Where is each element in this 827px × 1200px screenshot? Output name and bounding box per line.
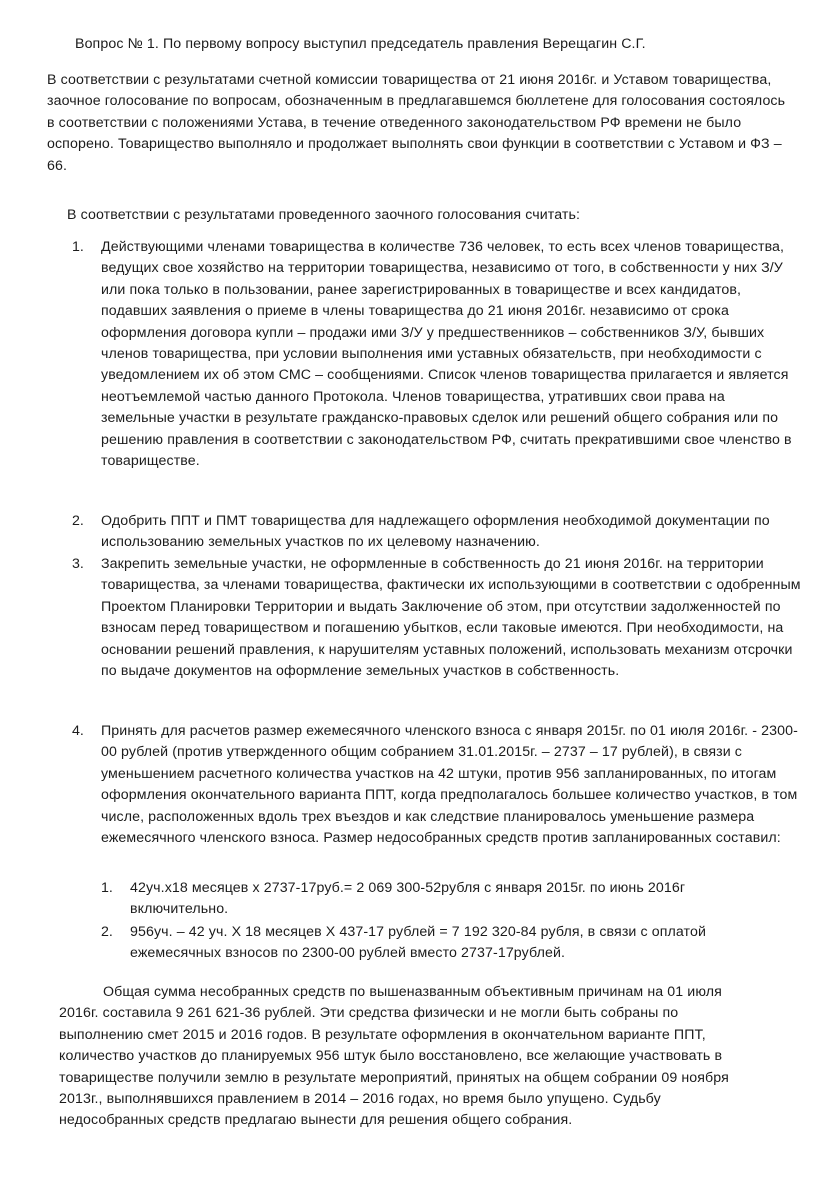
list-item-text: Принять для расчетов размер ежемесячного членского взноса с января 2015г. по 01 июля 2016г. - 2300-00 рублей (против утвержденного общим собранием 31.01.2015г. – 2737 – 17 рублей), в связи с уменьшением расчетного количества участков на 42 штуки, против 956 запланированных, по итогам оформления окончательного варианта ППТ, когда предполагалось большее количество участков, в том числе, расположенных вдоль трех въездов и как следствие планировалось уменьшение размера ежемесячного членского взноса. Размер недособранных средств против запланированных составил: bbox=[101, 723, 798, 847]
question-heading: Вопрос № 1. По первому вопросу выступил председатель правления Верещагин С.Г. bbox=[75, 36, 646, 52]
list-item-number: 2. bbox=[72, 513, 84, 529]
intro-paragraph: В соответствии с результатами счетной комиссии товарищества от 21 июня 2016г. и Уставом товарищества, заочное голосование по вопросам, обозначенным в предлагавшемся бюллетене для голосования состоялось в соответствии с положениями Устава, в течение отведенного законодательством РФ времени не было оспорено. Товарищество выполняло и продолжает выполнять свои функции в соответствии с Уставом и ФЗ – 66. bbox=[47, 72, 786, 174]
closing-paragraph: Общая сумма несобранных средств по вышеназванным объективным причинам на 01 июля 2016г. составила 9 261 621-36 рублей. Эти средства физически и не могли быть собраны по выполнению смет 2015 и 2016 годов. В результате оформления в окончательном варианте ППТ, количество участков до планируемых 956 штук было восстановлено, все желающие участвовать в товариществе получили землю в результате мероприятий, принятых на общем собрании 09 ноября 2013г., выполнявшихся правлением в 2014 – 2016 годах, но время было упущено. Судьбу недособранных средств предлагаю вынести для решения общего собрания. bbox=[59, 984, 729, 1129]
sub-item-number: 1. bbox=[101, 880, 113, 896]
list-item-text: Одобрить ППТ и ПМТ товарищества для надлежащего оформления необходимой документации по использованию земельных участков по их целевому назначению. bbox=[101, 513, 770, 551]
list-item-text: Действующими членами товарищества в количестве 736 человек, то есть всех членов товарищества, ведущих свое хозяйство на территории товарищества, независимо от того, в собственности у них З/У или пока только в пользовании, ранее зарегистрированных в товариществе и всех кандидатов, подавших заявления о приеме в члены товарищества до 21 июня 2016г. независимо от срока оформления договора купли – продажи ими З/У у предшественников – собственников З/У, бывших членов товарищества, при условии выполнения ими уставных обязательств, при необходимости с уведомлением их об этом СМС – сообщениями. Список членов товарищества прилагается и является неотъемлемой частью данного Протокола. Членов товарищества, утративших свои права на земельные участки в результате гражданско-правовых сделок или решений общего собрания или по решению правления в соответствии с законодательством РФ, считать прекратившими свое членство в товариществе. bbox=[101, 239, 792, 470]
sub-item-number: 2. bbox=[101, 924, 113, 940]
decision-lead: В соответствии с результатами проведенного заочного голосования считать: bbox=[67, 207, 581, 223]
sub-item-text: 956уч. – 42 уч. Х 18 месяцев Х 437-17 рублей = 7 192 320-84 рубля, в связи с оплатой ежемесячных взносов по 2300-00 рублей вместо 2737-17рублей. bbox=[130, 924, 707, 962]
sub-item-text: 42уч.х18 месяцев х 2737-17руб.= 2 069 300-52рубля с января 2015г. по июнь 2016г включительно. bbox=[130, 880, 686, 918]
list-item-number: 4. bbox=[72, 723, 84, 739]
list-item-text: Закрепить земельные участки, не оформленные в собственность до 21 июня 2016г. на территории товарищества, за членами товарищества, фактически их использующими в соответствии с одобренным Проектом Планировки Территории и выдать Заключение об этом, при отсутствии задолженностей по взносам перед товариществом и погашению убытков, если таковые имеются. При необходимости, на основании решений правления, к нарушителям уставных положений, использовать механизм отсрочки по выдаче документов на оформление земельных участков в собственность. bbox=[101, 556, 801, 680]
list-item-number: 1. bbox=[72, 239, 84, 255]
list-item-number: 3. bbox=[72, 556, 84, 572]
